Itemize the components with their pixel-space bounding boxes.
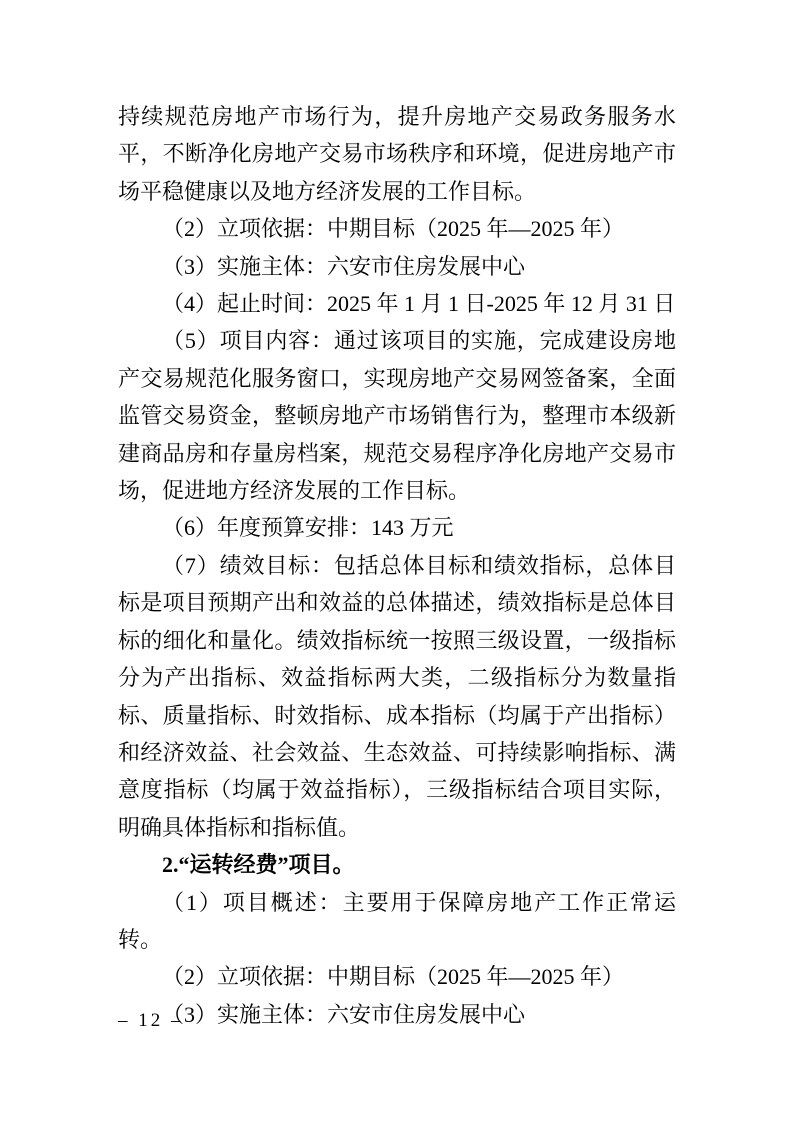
- paragraph-continuation: 持续规范房地产市场行为，提升房地产交易政务服务水平，不断净化房地产交易市场秩序和环境，促进房地产市场平稳健康以及地方经济发展的工作目标。: [118, 104, 676, 204]
- paragraph-item-4: （4）起止时间：2025 年 1 月 1 日-2025 年 12 月 31 日: [162, 291, 676, 317]
- page-number: – 12 –: [118, 1010, 184, 1031]
- paragraph-item-3: （3）实施主体：六安市住房发展中心: [162, 253, 526, 279]
- paragraph-item-2-3: （3）实施主体：六安市住房发展中心: [162, 1001, 526, 1027]
- paragraph-item-5: （5）项目内容：通过该项目的实施，完成建设房地产交易规范化服务窗口，实现房地产交易网签备案，全面监管交易资金，整顿房地产市场销售行为，整理市本级新建商品房和存量房档案，规范交易程序净化房地产交易市场，促进地方经济发展的工作目标。: [118, 328, 676, 504]
- paragraph-item-2-2: （2）立项依据：中期目标（2025 年—2025 年）: [162, 964, 625, 990]
- document-body: [118, 98, 676, 1033]
- paragraph-item-6: （6）年度预算安排：143 万元: [162, 515, 454, 541]
- paragraph-item-7: （7）绩效目标：包括总体目标和绩效指标，总体目标是项目预期产出和效益的总体描述，绩效指标是总体目标的细化和量化。绩效指标统一按照三级设置，一级指标分为产出指标、效益指标两大类，二级指标分为数量指标、质量指标、时效指标、成本指标（均属于产出指标）和经济效益、社会效益、生态效益、可持续影响指标、满意度指标（均属于效益指标），三级指标结合项目实际，明确具体指标和指标值。: [118, 552, 676, 840]
- paragraph-item-2: （2）立项依据：中期目标（2025 年—2025 年）: [162, 216, 625, 242]
- paragraph-item-2-1: （1）项目概述：主要用于保障房地产工作正常运转。: [118, 889, 676, 952]
- section-heading-project-2: 2.“运转经费”项目。: [162, 852, 355, 878]
